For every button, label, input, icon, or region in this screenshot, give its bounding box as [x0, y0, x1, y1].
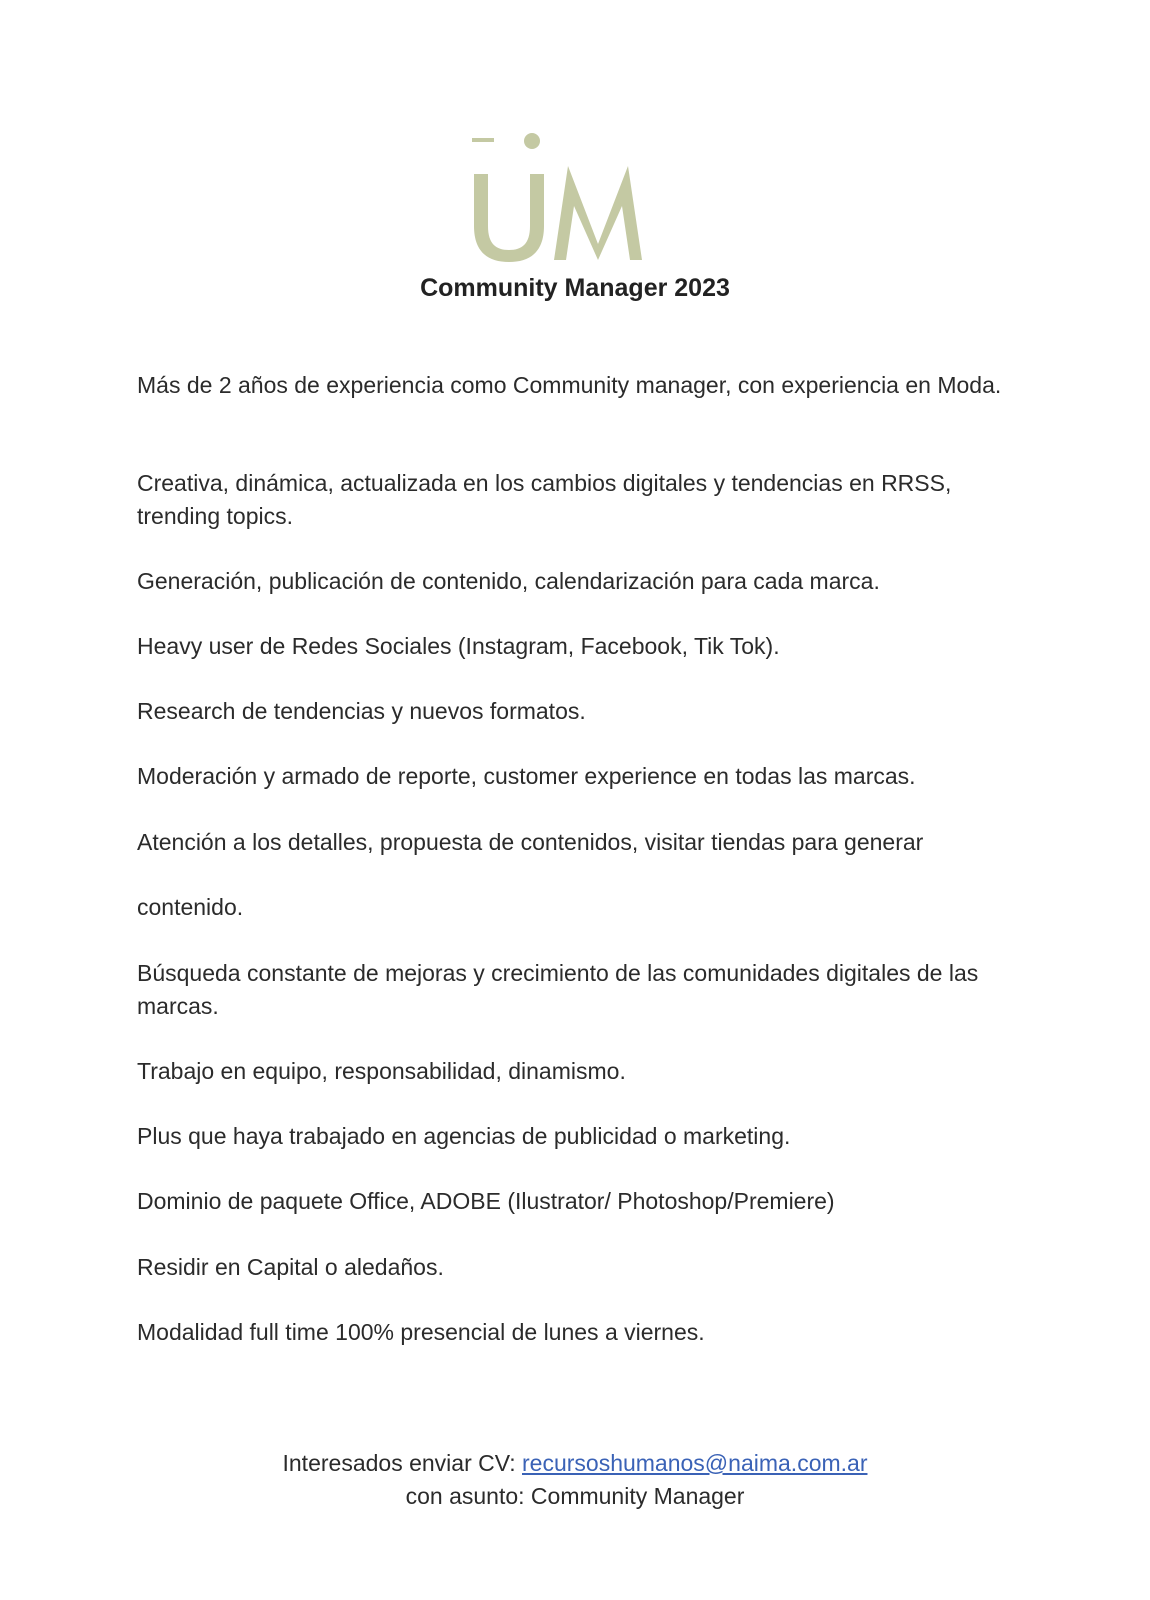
- requirement-paragraph: Generación, publicación de contenido, calendarización para cada marca.: [137, 568, 880, 594]
- requirement-paragraph: Residir en Capital o aledaños.: [137, 1254, 444, 1280]
- requirement-paragraph: Moderación y armado de reporte, customer experience en todas las marcas.: [137, 763, 916, 789]
- requirement-paragraph: Trabajo en equipo, responsabilidad, dinamismo.: [137, 1058, 626, 1084]
- requirement-paragraph: Plus que haya trabajado en agencias de publicidad o marketing.: [137, 1123, 791, 1149]
- requirement-paragraph: Dominio de paquete Office, ADOBE (Ilustrator/ Photoshop/Premiere): [137, 1188, 835, 1214]
- requirement-paragraph: contenido.: [137, 894, 244, 920]
- cv-contact-line: [0, 1447, 1150, 1480]
- brand-logo: [470, 128, 660, 268]
- requirement-paragraph: Búsqueda constante de mejoras y crecimiento de las comunidades digitales de las marcas.: [137, 960, 979, 1019]
- requirement-paragraph: Research de tendencias y nuevos formatos.: [137, 698, 586, 724]
- requirement-paragraph: Modalidad full time 100% presencial de lunes a viernes.: [137, 1319, 705, 1345]
- cv-label: Interesados enviar CV:: [282, 1450, 522, 1476]
- subject-line: con asunto: Community Manager: [405, 1483, 745, 1509]
- email-link[interactable]: recursoshumanos@naima.com.ar: [522, 1450, 868, 1476]
- page-title: Community Manager 2023: [420, 274, 730, 302]
- requirement-paragraph: Más de 2 años de experiencia como Community manager, con experiencia en Moda.: [137, 372, 1002, 398]
- requirement-paragraph: Creativa, dinámica, actualizada en los cambios digitales y tendencias en RRSS, trending topics.: [137, 470, 952, 529]
- requirement-paragraph: Atención a los detalles, propuesta de contenidos, visitar tiendas para generar: [137, 829, 924, 855]
- requirement-paragraph: Heavy user de Redes Sociales (Instagram, Facebook, Tik Tok).: [137, 633, 780, 659]
